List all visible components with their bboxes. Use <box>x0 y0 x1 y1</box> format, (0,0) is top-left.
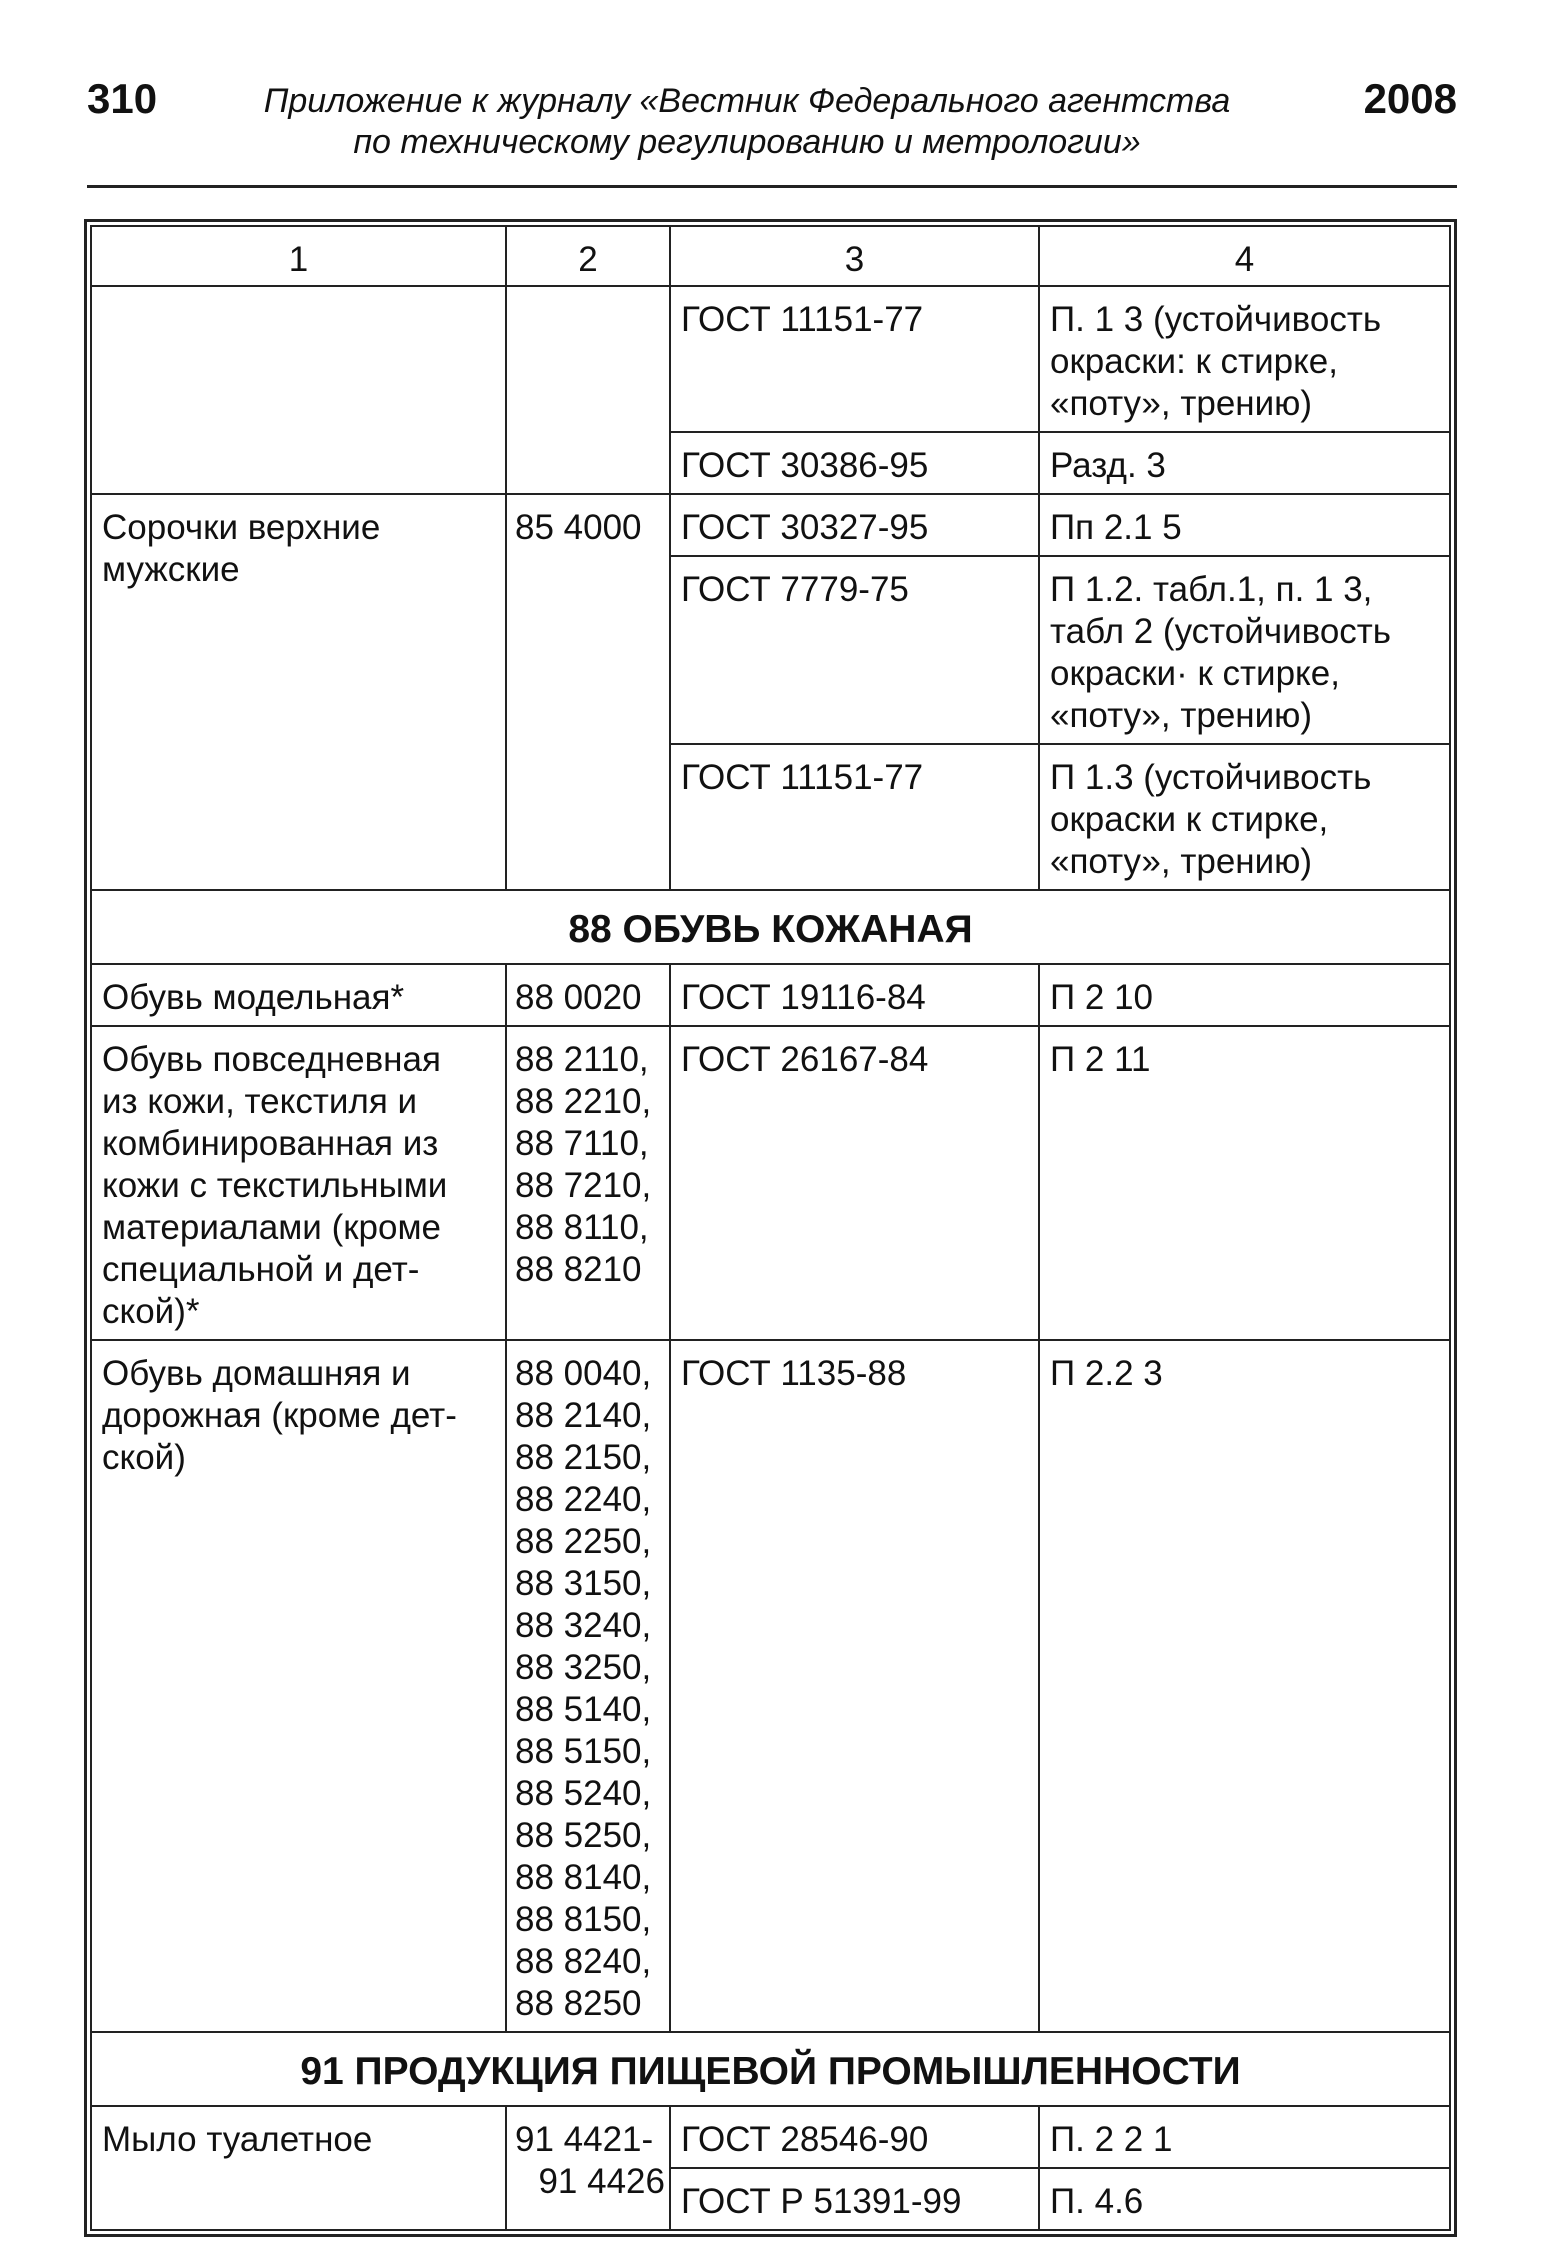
column-number: 3 <box>670 226 1039 286</box>
journal-title-line: Приложение к журналу «Вестник Федерального агентства <box>263 82 1231 120</box>
product-line: мужские <box>102 550 240 589</box>
clause-line: П 2.2 3 <box>1050 1354 1163 1393</box>
column-number-row <box>91 226 1450 286</box>
product-line: кожи с текстильными <box>102 1166 448 1205</box>
year: 2008 <box>1363 75 1457 122</box>
clause-line: П. 4.6 <box>1050 2182 1144 2221</box>
clause-line: П 2 11 <box>1050 1040 1151 1079</box>
product-cell <box>91 964 506 1026</box>
code-line: 88 0040, <box>515 1354 652 1393</box>
product-line: Мыло туалетное <box>102 2120 373 2159</box>
clause-line: «поту», трению) <box>1050 696 1313 735</box>
clause-cell <box>1039 494 1450 556</box>
code-line: 91 4421- <box>515 2120 654 2159</box>
clause-line: П 2 10 <box>1050 978 1154 1017</box>
clause-cell <box>1039 432 1450 494</box>
product-line: Обувь модельная* <box>102 978 405 1017</box>
code-line: 88 8140, <box>515 1858 652 1897</box>
code-line: 88 3250, <box>515 1648 652 1687</box>
code-line: 88 3240, <box>515 1606 652 1645</box>
product-line: комбинированная из <box>102 1124 439 1163</box>
code-line: 88 5240, <box>515 1774 652 1813</box>
code-line: 88 8110, <box>515 1208 649 1247</box>
product-line: из кожи, текстиля и <box>102 1082 418 1121</box>
section-row <box>91 2032 1450 2106</box>
code-line: 88 8210 <box>515 1250 642 1289</box>
journal-title-line: по техническому регулированию и метрологии» <box>353 123 1141 161</box>
table-row <box>91 2106 1450 2168</box>
standard-cell: ГОСТ 7779-75 <box>670 556 1039 744</box>
standard-cell: ГОСТ 11151-77 <box>670 286 1039 432</box>
section-row <box>91 890 1450 964</box>
code-cell <box>506 2106 670 2230</box>
table-row <box>91 964 1450 1026</box>
clause-cell <box>1039 964 1450 1026</box>
clause-cell <box>1039 2168 1450 2230</box>
code-line: 88 5250, <box>515 1816 652 1855</box>
standard-cell: ГОСТ 28546-90 <box>670 2106 1039 2168</box>
code-line: 88 2150, <box>515 1438 652 1477</box>
code-cell <box>506 1026 670 1340</box>
product-line: Обувь повседневная <box>102 1040 441 1079</box>
clause-cell <box>1039 2106 1450 2168</box>
standard-cell: ГОСТ 26167-84 <box>670 1026 1039 1340</box>
product-line: ской) <box>102 1438 186 1477</box>
code-line: 88 2140, <box>515 1396 652 1435</box>
section-heading: 88 ОБУВЬ КОЖАНАЯ <box>91 890 1450 964</box>
code-cell <box>506 494 670 890</box>
product-cell <box>91 286 506 494</box>
code-cell <box>506 964 670 1026</box>
code-line: 91 4426 <box>538 2162 665 2201</box>
code-line: 88 5140, <box>515 1690 652 1729</box>
clause-cell <box>1039 286 1450 432</box>
code-cell <box>506 1340 670 2032</box>
code-line: 88 8240, <box>515 1942 652 1981</box>
clause-cell <box>1039 556 1450 744</box>
clause-line: табл 2 (устойчивость <box>1050 612 1392 651</box>
code-line: 88 7110, <box>515 1124 649 1163</box>
code-line: 88 2210, <box>515 1082 652 1121</box>
table-frame <box>84 219 1457 2237</box>
clause-line: Пп 2.1 5 <box>1050 508 1182 547</box>
page-number: 310 <box>87 75 158 122</box>
code-line: 88 3150, <box>515 1564 652 1603</box>
code-line: 88 0020 <box>515 978 642 1017</box>
clause-line: П 1.3 (устойчивость <box>1050 758 1372 797</box>
table-row <box>91 494 1450 556</box>
code-cell <box>506 286 670 494</box>
table-row <box>91 1340 1450 2032</box>
product-line: Сорочки верхние <box>102 508 381 547</box>
product-cell <box>91 2106 506 2230</box>
standard-cell: ГОСТ Р 51391-99 <box>670 2168 1039 2230</box>
code-line: 88 2110, <box>515 1040 649 1079</box>
standard-cell: ГОСТ 30327-95 <box>670 494 1039 556</box>
clause-line: П. 1 3 (устойчивость <box>1050 300 1382 339</box>
clause-line: «поту», трению) <box>1050 384 1313 423</box>
clause-line: окраски· к стирке, <box>1050 654 1340 693</box>
product-cell <box>91 1340 506 2032</box>
column-number: 1 <box>91 226 506 286</box>
code-line: 88 8250 <box>515 1984 642 2023</box>
clause-cell <box>1039 1026 1450 1340</box>
product-cell <box>91 1026 506 1340</box>
standard-cell: ГОСТ 1135-88 <box>670 1340 1039 2032</box>
page-header <box>87 75 1457 168</box>
code-line: 88 5150, <box>515 1732 652 1771</box>
clause-line: окраски к стирке, <box>1050 800 1329 839</box>
code-line: 85 4000 <box>515 508 642 547</box>
column-number: 4 <box>1039 226 1450 286</box>
clause-line: Разд. 3 <box>1050 446 1166 485</box>
standard-cell: ГОСТ 30386-95 <box>670 432 1039 494</box>
clause-cell <box>1039 744 1450 890</box>
journal-title <box>177 81 1317 163</box>
code-line: 88 2240, <box>515 1480 652 1519</box>
product-line: ской)* <box>102 1292 200 1331</box>
product-line: Обувь домашняя и <box>102 1354 411 1393</box>
code-line: 88 8150, <box>515 1900 652 1939</box>
code-line: 88 7210, <box>515 1166 652 1205</box>
product-line: дорожная (кроме дет- <box>102 1396 457 1435</box>
standard-cell: ГОСТ 11151-77 <box>670 744 1039 890</box>
header-divider <box>87 185 1457 188</box>
table-row <box>91 286 1450 432</box>
product-line: материалами (кроме <box>102 1208 441 1247</box>
standard-cell: ГОСТ 19116-84 <box>670 964 1039 1026</box>
column-number: 2 <box>506 226 670 286</box>
product-cell <box>91 494 506 890</box>
clause-cell <box>1039 1340 1450 2032</box>
product-line: специальной и дет- <box>102 1250 420 1289</box>
code-line: 88 2250, <box>515 1522 652 1561</box>
clause-line: П 1.2. табл.1, п. 1 3, <box>1050 570 1373 609</box>
section-heading: 91 ПРОДУКЦИЯ ПИЩЕВОЙ ПРОМЫШЛЕННОСТИ <box>91 2032 1450 2106</box>
standards-table <box>90 225 1451 2231</box>
clause-line: окраски: к стирке, <box>1050 342 1338 381</box>
clause-line: «поту», трению) <box>1050 842 1313 881</box>
clause-line: П. 2 2 1 <box>1050 2120 1173 2159</box>
table-row <box>91 1026 1450 1340</box>
